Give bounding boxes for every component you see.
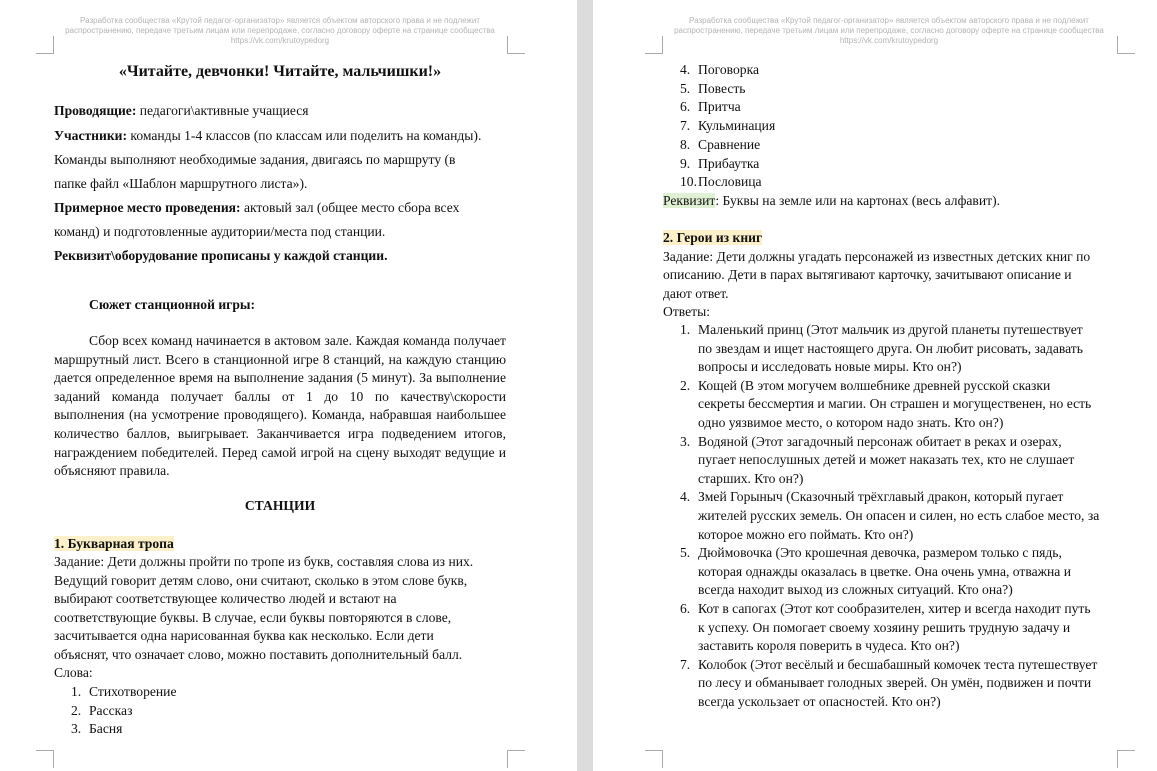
info-line: команд) и подготовленные аудитории/места под станции. (54, 224, 386, 239)
station-2-text-line: дают ответ. (663, 285, 729, 301)
answer-item: 4. Змей Горыныч (Сказочный трёхглавый дракон, который пугает (680, 489, 1064, 505)
margin-corner-mark (1117, 750, 1135, 768)
station-1-text-line: соответствующие буквы. В случае, если буквы повторяются в слове, (54, 609, 452, 625)
answer-item-line: по лесу и обманывает голодных зверей. Он умён, подвижен и почти (698, 675, 1092, 691)
station-2-text-line: Задание: Дети должны угадать персонажей из известных детских книг по (663, 248, 1091, 264)
margin-corner-mark (36, 750, 54, 768)
station-1-text-line: Ведущий говорит детям слово, они считают, сколько в этом слове букв, (54, 572, 468, 588)
station-2-heading: 2. Герои из книг (663, 230, 763, 245)
plot-heading: Сюжет станционной игры: (89, 297, 256, 312)
answer-item-line: секреты бессмертия и магии. Он страшен и могущественен, но есть (698, 396, 1092, 412)
watermark-line: распространению, передаче третьим лицам или перепродаже, согласно договору оферте на странице сообщества (674, 26, 1104, 35)
info-line: Проводящие: педагоги\активные учащиеся (54, 103, 309, 118)
word-list-item: 2. Рассказ (71, 702, 133, 718)
watermark-line: https://vk.com/krutoypedorg (839, 36, 939, 45)
document-title: «Читайте, девчонки! Читайте, мальчишки!» (118, 63, 442, 80)
watermark-line: https://vk.com/krutoypedorg (230, 36, 330, 45)
info-line: папке файл «Шаблон маршрутного листа»). (54, 176, 308, 191)
word-list-item: 3. Басня (71, 721, 123, 736)
answer-item: 3. Водяной (Этот загадочный персонаж обитает в реках и озерах, (680, 433, 1062, 449)
margin-corner-mark (507, 36, 525, 54)
stations-heading: СТАНЦИИ (244, 498, 316, 513)
station-1-text-line: выбирают соответствующее количество людей и встают на (54, 591, 397, 606)
word-list-item: 8. Сравнение (680, 136, 761, 152)
margin-corner-mark (507, 750, 525, 768)
answer-item-line: заставить короля поверить в чудеса. Кто он?) (698, 638, 960, 654)
answer-item-line: всегда находит выход из сложных ситуаций. Кто она?) (698, 582, 1013, 598)
margin-corner-mark (1117, 36, 1135, 54)
word-list-item: 10.Пословица (680, 174, 762, 190)
answer-item: 1. Маленький принц (Этот мальчик из другой планеты путешествует (680, 322, 1083, 337)
margin-corner-mark (645, 36, 663, 54)
answer-item: 2. Кощей (В этом могучем волшебнике древней русской сказки (680, 377, 1051, 393)
answer-item: 7. Колобок (Этот весёлый и бесшабашный комочек теста путешествует (680, 656, 1098, 672)
answer-item: 6. Кот в сапогах (Этот кот сообразителен, хитер и всегда находит путь (680, 601, 1091, 616)
answer-item-line: которое можно его поймать. Кто он?) (698, 526, 914, 542)
word-list-item: 4. Поговорка (680, 62, 759, 77)
copyright-watermark (663, 16, 1115, 46)
answer-item-line: старших. Кто он?) (698, 470, 804, 486)
station-1-text-line: объяснят, что означает слово, можно поставить дополнительный балл. (54, 646, 463, 662)
answer-item-line: всегда ускользает от опасностей. Кто он?) (698, 694, 941, 709)
answer-item: 5. Дюймовочка (Это крошечная девочка, размером только с пядь, (680, 545, 1062, 561)
station-1-heading: 1. Букварная тропа (54, 536, 174, 551)
watermark-line: Разработка сообщества «Крутой педагог-организатор» является объектом авторского права и не подлежит (689, 16, 1089, 25)
info-line: Команды выполняют необходимые задания, двигаясь по маршруту (в (54, 152, 456, 167)
info-line: Реквизит\оборудование прописаны у каждой станции. (54, 248, 388, 263)
answer-item-line: пугает непослушных детей и может наказать тех, кто не слушает (698, 452, 1075, 468)
answer-item-line: одно уязвимое место, о котором надо знать. Кто он?) (698, 415, 1004, 430)
answer-item-line: вопросы и исследовать новые миры. Кто он?) (698, 359, 962, 375)
document-page-right (593, 0, 1157, 771)
watermark-line: Разработка сообщества «Крутой педагог-организатор» является объектом авторского права и не подлежит (80, 16, 480, 25)
station-2-text-line: описанию. Дети в парах вытягивают карточку, зачитывают описание и (663, 267, 1072, 282)
answer-item-line: к успеху. Он помогает своему хозяину решить трудную задачу и (698, 619, 1071, 635)
watermark-line: распространению, передаче третьим лицам или перепродаже, согласно договору оферте на странице сообщества (65, 26, 495, 35)
page-gap (577, 0, 593, 771)
margin-corner-mark (36, 36, 54, 54)
station-1-text-line: засчитывается одна нарисованная буква как несколько. Если дети (54, 628, 434, 643)
margin-corner-mark (645, 750, 663, 768)
copyright-watermark (54, 16, 506, 46)
answer-item-line: которая однажды оказалась в цветке. Она очень умна, отважна и (698, 563, 1071, 579)
word-list-item: 9. Прибаутка (680, 155, 760, 171)
word-list-item: 7. Кульминация (680, 118, 776, 134)
word-list-item: 6. Притча (680, 99, 741, 115)
document-page-left (0, 0, 577, 771)
plot-paragraph: Сбор всех команд начинается в актовом зале. Каждая команда получает маршрутный лист. Всего в станционной игре 8 станций, на каждую станцию дается определенное время на выполнение задания (5 минут). За выполнение заданий команда получает баллы от 1 до 10 по качеству\скорости выполнения (на усмотрение проводящего). Команда, набравшая наибольшее количество баллов, выигрывает. Заканчивается игра подведением итогов, награждением победителей. Перед самой игрой на сцену выходят ведущие и объясняют правила. (54, 333, 506, 479)
info-line: Участники: команды 1-4 классов (по классам или поделить на команды). (54, 128, 482, 143)
word-list-item: 5. Повесть (680, 80, 746, 96)
answer-item-line: по звездам и ищет настоящего друга. Он любит рисовать, задавать (698, 340, 1083, 356)
station-2-text-line: Ответы: (663, 304, 710, 319)
props-line: Реквизит: Буквы на земле или на картонах (весь алфавит). (663, 193, 1000, 208)
word-list-item: 1. Стихотворение (71, 684, 177, 699)
station-1-text-line: Слова: (54, 665, 93, 680)
station-1-text-line: Задание: Дети должны пройти по тропе из букв, составляя слова из них. (54, 554, 474, 569)
answer-item-line: жителей русских земель. Он опасен и силен, но есть слабое место, за (698, 508, 1100, 523)
info-line: Примерное место проведения: актовый зал (общее место сбора всех (54, 200, 460, 215)
